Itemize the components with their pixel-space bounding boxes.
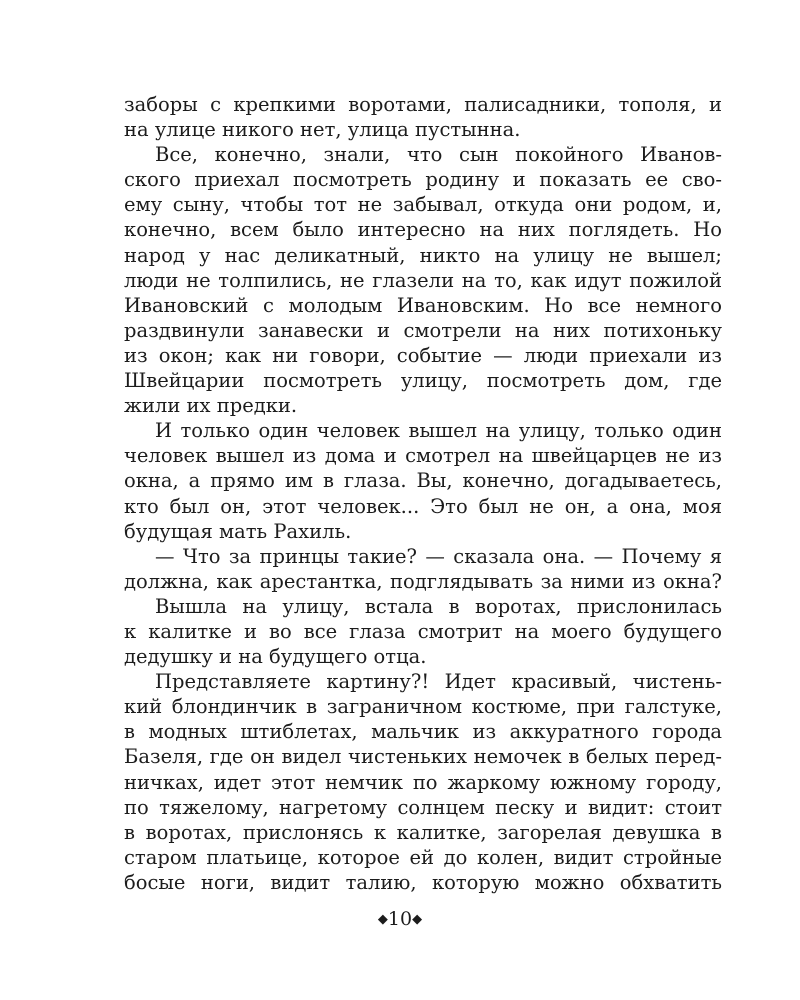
text-line: из окон; как ни говори, событие — люди приехали из xyxy=(124,343,722,367)
text-line: дедушку и на будущего отца. xyxy=(124,645,427,669)
text-line: босые ноги, видит талию, которую можно обхватить xyxy=(124,870,722,894)
ornament-right-icon: ◆ xyxy=(412,912,423,927)
text-line: ему сыну, чтобы тот не забывал, откуда они родом, и, xyxy=(124,193,722,217)
text-line: конечно, всем было интересно на них поглядеть. Но xyxy=(124,218,722,242)
text-line: ского приехал посмотреть родину и показать ее сво- xyxy=(124,168,722,192)
text-line: в воротах, прислонясь к калитке, загорелая девушка в xyxy=(124,820,722,844)
text-line: Ивановский с молодым Ивановским. Но все немного xyxy=(124,293,722,317)
text-line: старом платьице, которое ей до колен, видит стройные xyxy=(124,845,722,869)
text-line: Швейцарии посмотреть улицу, посмотреть дом, где xyxy=(124,369,722,393)
text-line: на улице никого нет, улица пустынна. xyxy=(124,118,521,142)
text-line: народ у нас деликатный, никто на улицу не вышел; xyxy=(124,243,722,267)
text-line: должна, как арестантка, подглядывать за ними из окна? xyxy=(124,569,722,593)
page-number-value: 10 xyxy=(387,908,413,930)
text-line: люди не толпились, не глазели на то, как идут пожилой xyxy=(124,268,722,292)
ornament-left-icon: ◆ xyxy=(377,912,388,927)
text-line: И только один человек вышел на улицу, только один xyxy=(155,419,722,443)
text-line: заборы с крепкими воротами, палисадники, тополя, и xyxy=(124,93,722,116)
text-line: Представляете картину?! Идет красивый, чистень- xyxy=(155,670,722,694)
text-line: окна, а прямо им в глаза. Вы, конечно, догадываетесь, xyxy=(124,469,722,493)
page-number xyxy=(0,908,800,930)
text-line: кто был он, этот человек... Это был не он, а она, моя xyxy=(124,494,722,518)
text-line: Базеля, где он видел чистеньких немочек в белых перед- xyxy=(124,745,722,769)
text-line: к калитке и во все глаза смотрит на моего будущего xyxy=(124,619,722,643)
text-line: будущая мать Рахиль. xyxy=(124,519,352,543)
text-line: Вышла на улицу, встала в воротах, прислонилась xyxy=(155,594,722,618)
text-line: ничках, идет этот немчик по жаркому южному городу, xyxy=(124,770,722,794)
text-line: Все, конечно, знали, что сын покойного Иванов- xyxy=(155,143,722,167)
text-line: жили их предки. xyxy=(124,394,298,418)
text-line: человек вышел из дома и смотрел на швейцарцев не из xyxy=(124,444,722,468)
text-line: раздвинули занавески и смотрели на них потихоньку xyxy=(124,318,722,342)
page-text xyxy=(124,92,722,895)
text-line: кий блондинчик в заграничном костюме, при галстуке, xyxy=(124,695,722,719)
text-line: — Что за принцы такие? — сказала она. — Почему я xyxy=(155,544,722,568)
text-line: в модных штиблетах, мальчик из аккуратного города xyxy=(124,720,722,744)
text-line: по тяжелому, нагретому солнцем песку и видит: стоит xyxy=(124,795,722,819)
